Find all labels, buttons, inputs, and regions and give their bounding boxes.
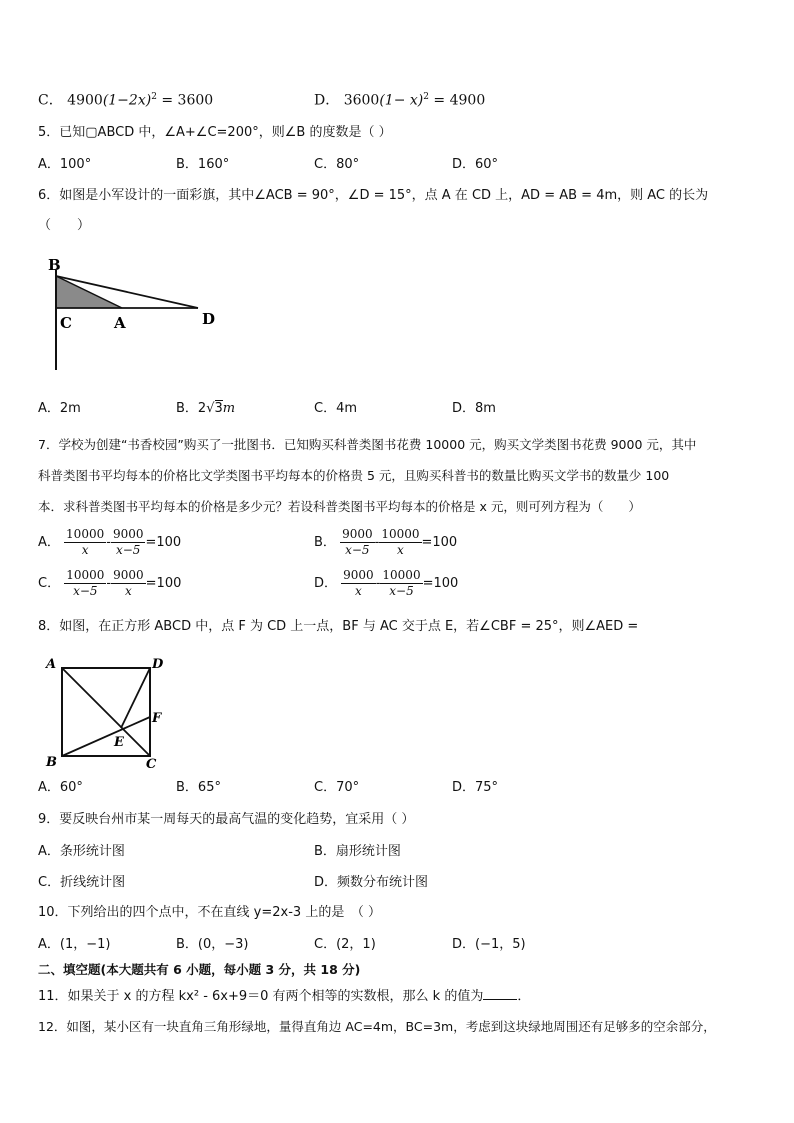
q7-option-b [314,523,457,563]
q8-option-a: A．60° [38,780,83,795]
exponent: 2 [423,92,429,102]
segment-bf [62,717,150,756]
numerator: 9000 [113,568,144,582]
q9-stem: 9．要反映台州市某一周每天的最高气温的变化趋势，宜采用（ ） [38,812,415,827]
fraction [379,527,421,558]
q7-option-a [38,523,181,563]
option-label: B．2 [176,401,207,416]
expr-part: = 4900 [428,92,486,109]
denominator: x−5 [389,584,414,598]
expr-part: 4900 [67,92,103,109]
q5-option-d: D．60° [452,157,499,172]
option-label: A． [38,535,60,550]
minus-sign: - [374,535,380,550]
q6-stem: 6．如图是小军设计的一面彩旗，其中∠ACB = 90°，∠D = 15°，点 A 在 CD 上，AD = AB = 4m，则 AC 的长为 [38,188,709,203]
fraction [380,568,422,599]
minus-sign: - [106,576,112,591]
fraction [64,527,106,558]
q6-option-b [176,400,235,418]
minus-sign: - [375,576,381,591]
q4-option-d [314,88,485,110]
q6-option-a: A．2m [38,401,81,416]
label-d: D [202,310,216,328]
section-title: 二、填空题(本大题共有 6 小题，每小题 3 分，共 18 分) [38,962,361,977]
q7-line-3: 本．求科普类图书平均每本的价格是多少元？若设科普类图书平均每本的价格是 x 元，则可列方程为（ ） [38,499,641,514]
expr-part: = 3600 [156,92,214,109]
numerator: 10000 [381,527,420,541]
fraction [341,568,376,599]
denominator: x−5 [115,543,141,557]
diagonal-ac [62,668,150,756]
question-text: ． [517,989,531,1004]
numerator: 10000 [382,568,421,582]
fraction [111,568,146,599]
radicand: 3 [214,401,223,416]
q12-stem: 12．如图，某小区有一块直角三角形绿地，量得直角边 AC=4m，BC=3m，考虑到这块绿地周围还有足够多的空余部分， [38,1019,716,1034]
equation-rhs: =100 [145,535,182,550]
label-c: C [60,314,72,332]
q7-option-d [314,564,458,604]
q10-stem: 10．下列给出的四个点中，不在直线 y=2x-3 上的是 （ ） [38,905,381,920]
option-label: C． [38,92,63,109]
minus-sign: - [106,535,111,550]
denominator: x [355,584,362,598]
q7-option-c [38,564,181,604]
label-b: B [48,256,61,274]
equation-rhs: =100 [422,576,459,591]
label-e: E [114,735,124,750]
denominator: x−5 [73,584,98,598]
denominator: x [397,543,404,557]
unit: m [222,401,236,416]
q8-stem: 8．如图，在正方形 ABCD 中，点 F 为 CD 上一点，BF 与 AC 交于点 E，若∠CBF = 25°，则∠AED = [38,619,639,634]
numerator: 10000 [66,568,105,582]
q10-option-d: D．(−1，5) [452,937,526,952]
q11-stem [38,987,530,1006]
q10-option-a: A．(1，−1) [38,937,111,952]
numerator: 9000 [343,568,374,582]
q8-option-c: C．70° [314,780,360,795]
q6-option-d: D．8m [452,401,496,416]
denominator: x [124,584,132,598]
q8-option-b: B．65° [176,780,221,795]
equation-rhs: =100 [421,535,458,550]
denominator: x [81,543,89,557]
q6-flag-figure [46,254,226,374]
numerator: 9000 [112,527,144,541]
q9-option-a: A．条形统计图 [38,844,125,859]
sqrt-sign: √ [206,401,215,416]
label-a: A [46,657,57,672]
q5-stem: 5．已知▢ABCD 中，∠A+∠C=200°，则∠B 的度数是（ ） [38,125,392,140]
q4-option-c [38,88,213,110]
question-text: 11．如果关于 x 的方程 kx² - 6x+9＝0 有两个相等的实数根，那么 k 的值为 [38,989,484,1004]
numerator: 10000 [66,527,105,541]
label-f: F [152,711,162,726]
q9-option-b: B．扇形统计图 [314,844,401,859]
label-c: C [146,757,157,772]
fraction [340,527,375,558]
q10-option-b: B．(0，−3) [176,937,249,952]
q5-option-b: B．160° [176,157,230,172]
q9-option-c: C．折线统计图 [38,875,126,890]
fraction [64,568,106,599]
expr-part: (1− x) [379,92,424,109]
expr-part: 3600 [343,92,380,109]
label-d: D [152,657,164,672]
option-label: B． [314,535,336,550]
expr-part: (1−2x) [102,92,152,109]
option-label: D． [314,92,340,109]
q6-option-c: C．4m [314,401,358,416]
label-b: B [46,755,57,770]
label-a: A [114,314,126,332]
equation-rhs: =100 [145,576,182,591]
option-label: D． [314,576,338,591]
q9-option-d: D．频数分布统计图 [314,875,429,890]
q8-square-figure [44,656,174,774]
option-label: C． [38,576,61,591]
q7-line-1: 7．学校为创建“书香校园”购买了一批图书．已知购买科普类图书花费 10000 元，购买文学类图书花费 9000 元，其中 [38,437,697,452]
numerator: 9000 [342,527,373,541]
q5-option-c: C．80° [314,157,360,172]
q10-option-c: C．(2，1) [314,937,376,952]
q8-option-d: D．75° [452,780,499,795]
answer-blank[interactable] [483,987,517,1000]
fraction [111,527,146,558]
exponent: 2 [151,92,157,102]
q6-paren: （ ） [38,218,91,233]
q7-line-2: 科普类图书平均每本的价格比文学类图书平均每本的价格贵 5 元，且购买科普书的数量比购买文学书的数量少 100 [38,468,670,483]
q5-option-a: A．100° [38,157,92,172]
denominator: x−5 [345,543,370,557]
